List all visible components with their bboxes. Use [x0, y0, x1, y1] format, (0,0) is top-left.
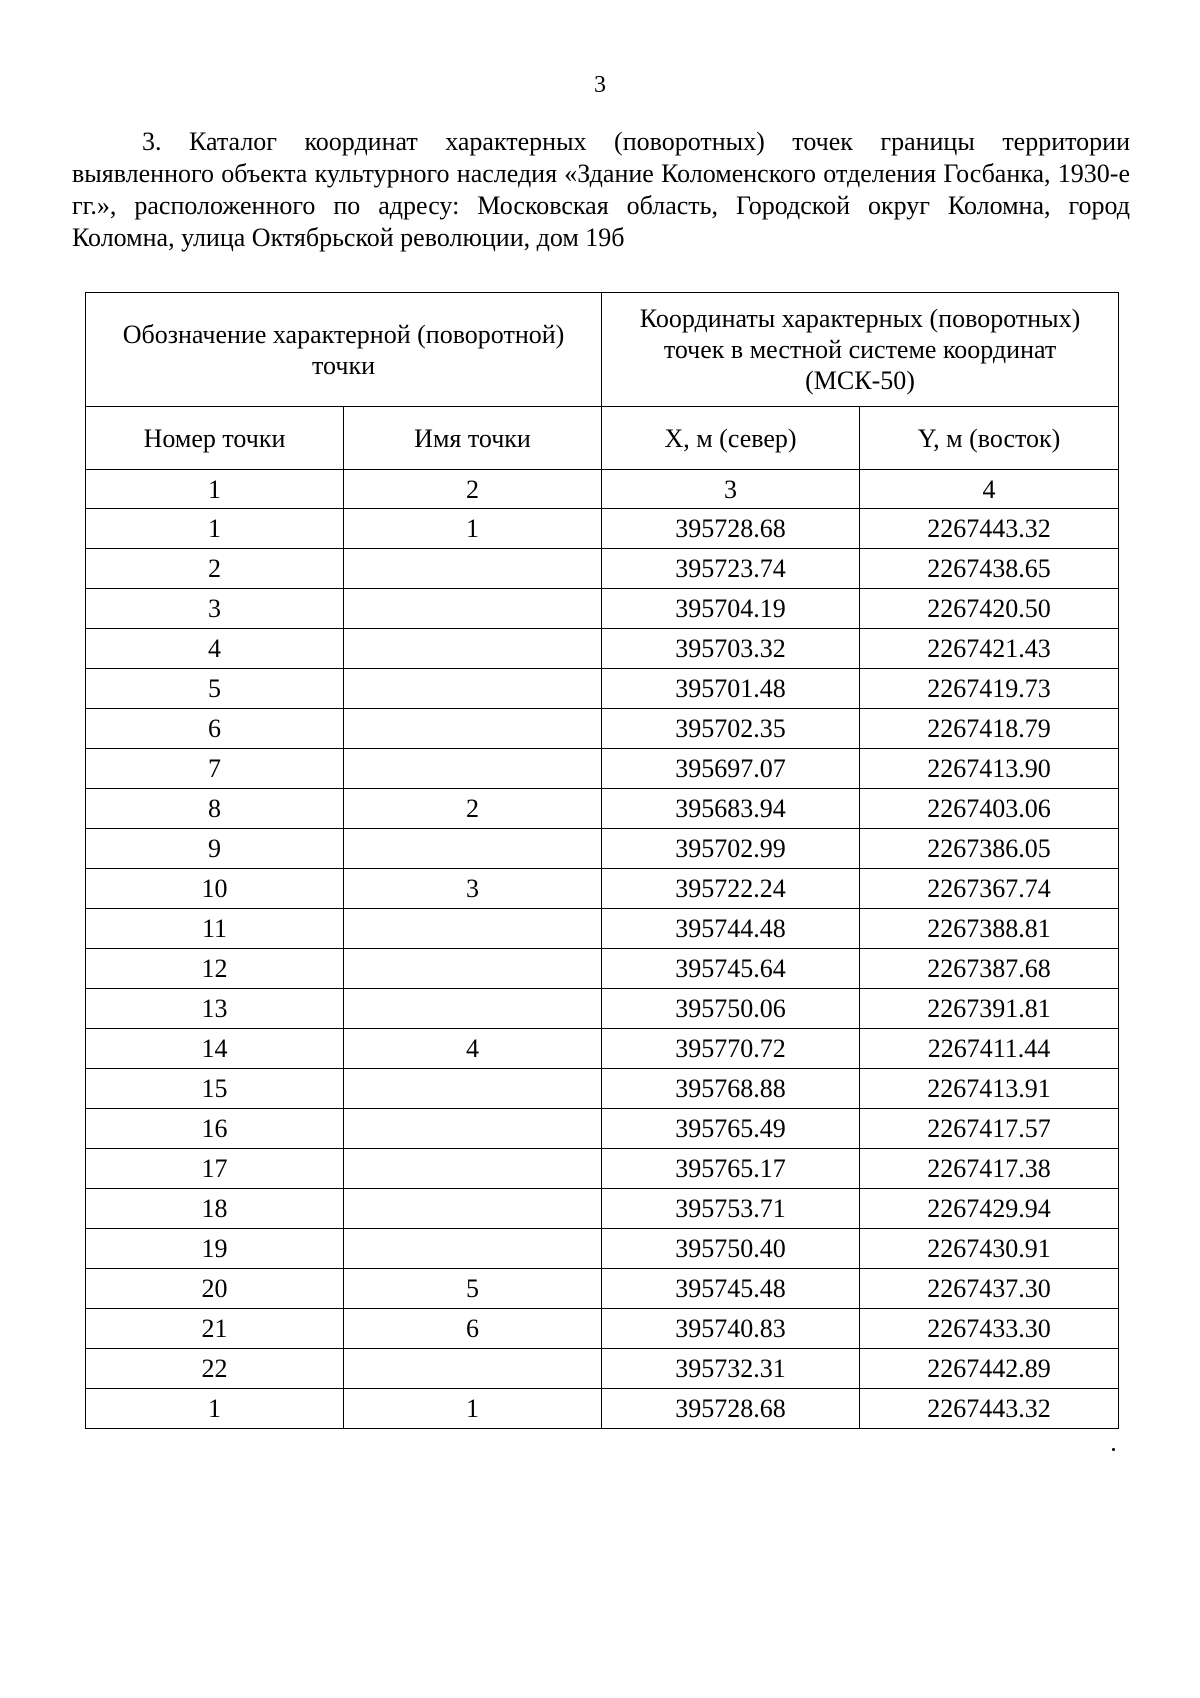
- cell-x-coordinate: 395745.48: [602, 1269, 860, 1309]
- cell-y-coordinate: 2267437.30: [860, 1269, 1119, 1309]
- cell-y-coordinate: 2267438.65: [860, 549, 1119, 589]
- cell-point-name: 1: [344, 509, 602, 549]
- cell-y-coordinate: 2267388.81: [860, 909, 1119, 949]
- cell-point-name: [344, 909, 602, 949]
- table-row: [86, 749, 1119, 789]
- cell-point-number: 21: [86, 1309, 344, 1349]
- cell-x-coordinate: 395728.68: [602, 509, 860, 549]
- cell-x-coordinate: 395744.48: [602, 909, 860, 949]
- column-number: 4: [860, 470, 1119, 509]
- cell-y-coordinate: 2267443.32: [860, 1389, 1119, 1429]
- cell-x-coordinate: 395732.31: [602, 1349, 860, 1389]
- table-row: [86, 1189, 1119, 1229]
- cell-x-coordinate: 395702.99: [602, 829, 860, 869]
- cell-y-coordinate: 2267429.94: [860, 1189, 1119, 1229]
- cell-x-coordinate: 395703.32: [602, 629, 860, 669]
- cell-x-coordinate: 395701.48: [602, 669, 860, 709]
- cell-x-coordinate: 395704.19: [602, 589, 860, 629]
- cell-x-coordinate: 395770.72: [602, 1029, 860, 1069]
- cell-y-coordinate: 2267413.91: [860, 1069, 1119, 1109]
- cell-point-name: [344, 589, 602, 629]
- cell-x-coordinate: 395702.35: [602, 709, 860, 749]
- cell-point-name: [344, 1109, 602, 1149]
- cell-point-name: [344, 709, 602, 749]
- cell-point-name: [344, 1229, 602, 1269]
- cell-point-name: 5: [344, 1269, 602, 1309]
- table-row: [86, 1229, 1119, 1269]
- cell-point-number: 16: [86, 1109, 344, 1149]
- cell-point-number: 13: [86, 989, 344, 1029]
- cell-point-number: 5: [86, 669, 344, 709]
- table-row: [86, 1309, 1119, 1349]
- cell-point-number: 7: [86, 749, 344, 789]
- trailing-dot: [1112, 1448, 1115, 1451]
- header-x-north: X, м (север): [602, 407, 860, 470]
- table-row: [86, 869, 1119, 909]
- table-row: [86, 509, 1119, 549]
- cell-x-coordinate: 395722.24: [602, 869, 860, 909]
- cell-y-coordinate: 2267386.05: [860, 829, 1119, 869]
- cell-x-coordinate: 395765.17: [602, 1149, 860, 1189]
- cell-point-name: [344, 669, 602, 709]
- cell-point-name: [344, 549, 602, 589]
- cell-y-coordinate: 2267391.81: [860, 989, 1119, 1029]
- catalog-intro-paragraph: 3. Каталог координат характерных (поворотных) точек границы территории выявленного объекта культурного наследия «Здание Коломенского отделения Госбанка, 1930-е гг.», расположенного по адресу: Московская область, Городской округ Коломна, город Коломна, улица Октябрьской революции, дом 19б: [72, 127, 1130, 252]
- header-point-name: Имя точки: [344, 407, 602, 470]
- cell-y-coordinate: 2267418.79: [860, 709, 1119, 749]
- table-row: [86, 1349, 1119, 1389]
- cell-point-number: 6: [86, 709, 344, 749]
- cell-y-coordinate: 2267433.30: [860, 1309, 1119, 1349]
- column-number: 3: [602, 470, 860, 509]
- cell-point-number: 15: [86, 1069, 344, 1109]
- cell-point-name: 2: [344, 789, 602, 829]
- table-row: [86, 669, 1119, 709]
- cell-point-number: 22: [86, 1349, 344, 1389]
- cell-point-name: [344, 1069, 602, 1109]
- table-row: [86, 989, 1119, 1029]
- cell-y-coordinate: 2267420.50: [860, 589, 1119, 629]
- cell-x-coordinate: 395723.74: [602, 549, 860, 589]
- cell-point-name: 3: [344, 869, 602, 909]
- table-row: [86, 1109, 1119, 1149]
- cell-point-name: [344, 749, 602, 789]
- table-row: [86, 709, 1119, 749]
- table-row: [86, 1069, 1119, 1109]
- cell-point-name: [344, 629, 602, 669]
- cell-point-number: 4: [86, 629, 344, 669]
- cell-y-coordinate: 2267367.74: [860, 869, 1119, 909]
- cell-y-coordinate: 2267421.43: [860, 629, 1119, 669]
- table-row: [86, 909, 1119, 949]
- cell-x-coordinate: 395750.06: [602, 989, 860, 1029]
- table-row: [86, 1389, 1119, 1429]
- cell-point-number: 20: [86, 1269, 344, 1309]
- header-point-number: Номер точки: [86, 407, 344, 470]
- cell-point-number: 1: [86, 1389, 344, 1429]
- cell-point-name: 1: [344, 1389, 602, 1429]
- cell-y-coordinate: 2267417.38: [860, 1149, 1119, 1189]
- cell-y-coordinate: 2267442.89: [860, 1349, 1119, 1389]
- cell-point-number: 14: [86, 1029, 344, 1069]
- coordinates-table: [85, 292, 1119, 1429]
- cell-point-number: 19: [86, 1229, 344, 1269]
- cell-y-coordinate: 2267403.06: [860, 789, 1119, 829]
- cell-x-coordinate: 395768.88: [602, 1069, 860, 1109]
- cell-point-number: 18: [86, 1189, 344, 1229]
- cell-point-name: [344, 1189, 602, 1229]
- table-row: [86, 1269, 1119, 1309]
- cell-x-coordinate: 395683.94: [602, 789, 860, 829]
- cell-point-number: 2: [86, 549, 344, 589]
- cell-point-number: 12: [86, 949, 344, 989]
- cell-point-name: [344, 1349, 602, 1389]
- cell-point-number: 9: [86, 829, 344, 869]
- table-row: [86, 1149, 1119, 1189]
- cell-point-name: [344, 1149, 602, 1189]
- cell-point-name: [344, 989, 602, 1029]
- cell-x-coordinate: 395697.07: [602, 749, 860, 789]
- cell-y-coordinate: 2267387.68: [860, 949, 1119, 989]
- cell-x-coordinate: 395765.49: [602, 1109, 860, 1149]
- cell-y-coordinate: 2267443.32: [860, 509, 1119, 549]
- cell-y-coordinate: 2267430.91: [860, 1229, 1119, 1269]
- table-row: [86, 789, 1119, 829]
- cell-x-coordinate: 395750.40: [602, 1229, 860, 1269]
- cell-point-name: [344, 949, 602, 989]
- cell-point-number: 11: [86, 909, 344, 949]
- column-number: 2: [344, 470, 602, 509]
- cell-y-coordinate: 2267413.90: [860, 749, 1119, 789]
- table-row: [86, 829, 1119, 869]
- table-header-columns-row: [86, 407, 1119, 470]
- header-point-designation: Обозначение характерной (поворотной) точки: [86, 293, 602, 407]
- table-row: [86, 629, 1119, 669]
- table-row: [86, 949, 1119, 989]
- cell-y-coordinate: 2267419.73: [860, 669, 1119, 709]
- cell-point-number: 10: [86, 869, 344, 909]
- table-column-numbers-row: [86, 470, 1119, 509]
- table-row: [86, 1029, 1119, 1069]
- page-number: 3: [594, 72, 606, 98]
- table-header-group-row: [86, 293, 1119, 407]
- cell-x-coordinate: 395753.71: [602, 1189, 860, 1229]
- header-coordinates: Координаты характерных (поворотных) точек в местной системе координат (МСК-50): [602, 293, 1119, 407]
- cell-y-coordinate: 2267417.57: [860, 1109, 1119, 1149]
- cell-point-name: 4: [344, 1029, 602, 1069]
- cell-point-name: [344, 829, 602, 869]
- table-row: [86, 549, 1119, 589]
- cell-x-coordinate: 395745.64: [602, 949, 860, 989]
- cell-point-number: 1: [86, 509, 344, 549]
- cell-y-coordinate: 2267411.44: [860, 1029, 1119, 1069]
- header-y-east: Y, м (восток): [860, 407, 1119, 470]
- table-row: [86, 589, 1119, 629]
- cell-point-number: 17: [86, 1149, 344, 1189]
- column-number: 1: [86, 470, 344, 509]
- cell-x-coordinate: 395740.83: [602, 1309, 860, 1349]
- cell-point-number: 3: [86, 589, 344, 629]
- cell-point-name: 6: [344, 1309, 602, 1349]
- cell-x-coordinate: 395728.68: [602, 1389, 860, 1429]
- cell-point-number: 8: [86, 789, 344, 829]
